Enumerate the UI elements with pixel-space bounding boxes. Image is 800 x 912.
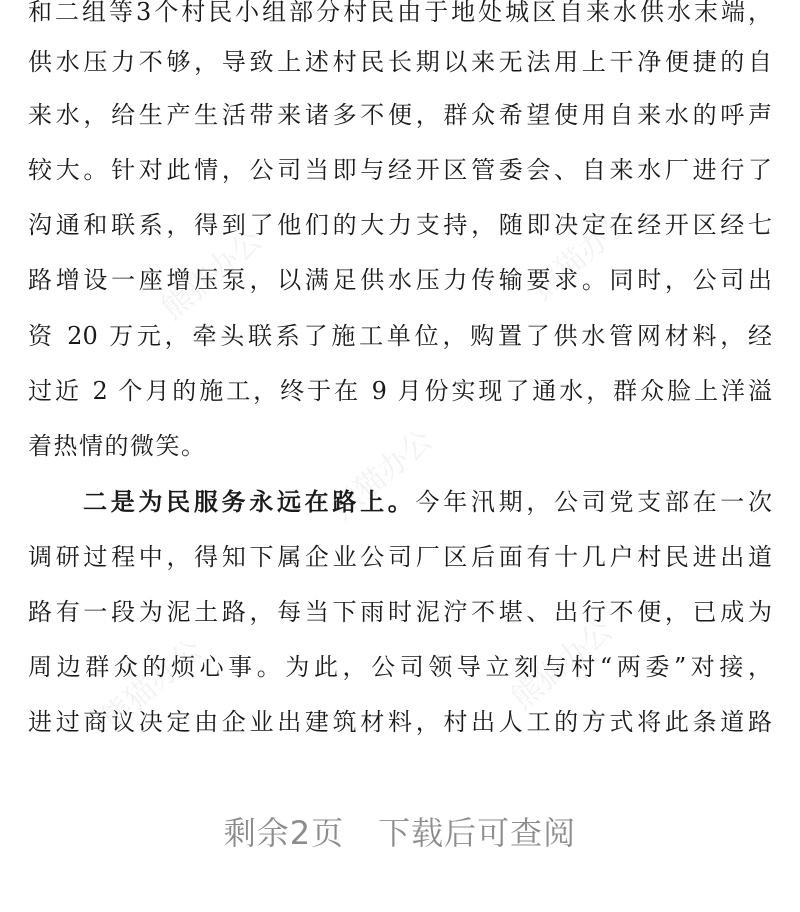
text-span: 今年汛期，公司党支部在一次 (415, 488, 772, 516)
download-to-view-link[interactable]: 下载后可查阅 (378, 814, 577, 852)
text-line: 调研过程中，得知下属企业公司厂区后面有十几户村民进出道 (28, 543, 772, 571)
remaining-pages-label: 剩余2页 (223, 814, 345, 852)
text-line: 沟通和联系，得到了他们的大力支持，随即决定在经开区经七 (28, 211, 772, 239)
text-line (28, 482, 772, 522)
text-line: 过近 2 个月的施工，终于在 9 月份实现了通水，群众脸上洋溢 (28, 377, 772, 405)
watermark: 熊猫办公 (525, 202, 640, 307)
download-prompt[interactable] (0, 808, 800, 858)
text-line: 着热情的微笑。 (28, 432, 207, 460)
text-line: 供水压力不够，导致上述村民长期以来无法用上干净便捷的自 (28, 48, 772, 76)
text-line: 路有一段为泥土路，每当下雨时泥泞不堪、出行不便，已成为 (28, 598, 772, 626)
watermark: 熊猫办公 (155, 222, 270, 327)
watermark: 熊猫办公 (505, 612, 620, 717)
text-line: 进过商议决定由企业出建筑材料，村出人工的方式将此条道路 (28, 708, 772, 736)
text-line: 路增设一座增压泵，以满足供水压力传输要求。同时，公司出 (28, 266, 772, 294)
paragraph-heading: 二是为民服务永远在路上。 (83, 488, 416, 516)
watermark: 熊猫办公 (325, 422, 440, 527)
text-line: 和二组等3个村民小组部分村民由于地处城区自来水供水末端， (28, 0, 772, 26)
text-line: 资 20 万元，牵头联系了施工单位，购置了供水管网材料，经 (28, 322, 772, 350)
watermark: 熊猫办公 (95, 632, 210, 737)
text-line: 来水，给生产生活带来诸多不便，群众希望使用自来水的呼声 (28, 101, 772, 129)
text-line: 周边群众的烦心事。为此，公司领导立刻与村“两委”对接， (28, 653, 772, 681)
text-line: 较大。针对此情，公司当即与经开区管委会、自来水厂进行了 (28, 156, 772, 184)
